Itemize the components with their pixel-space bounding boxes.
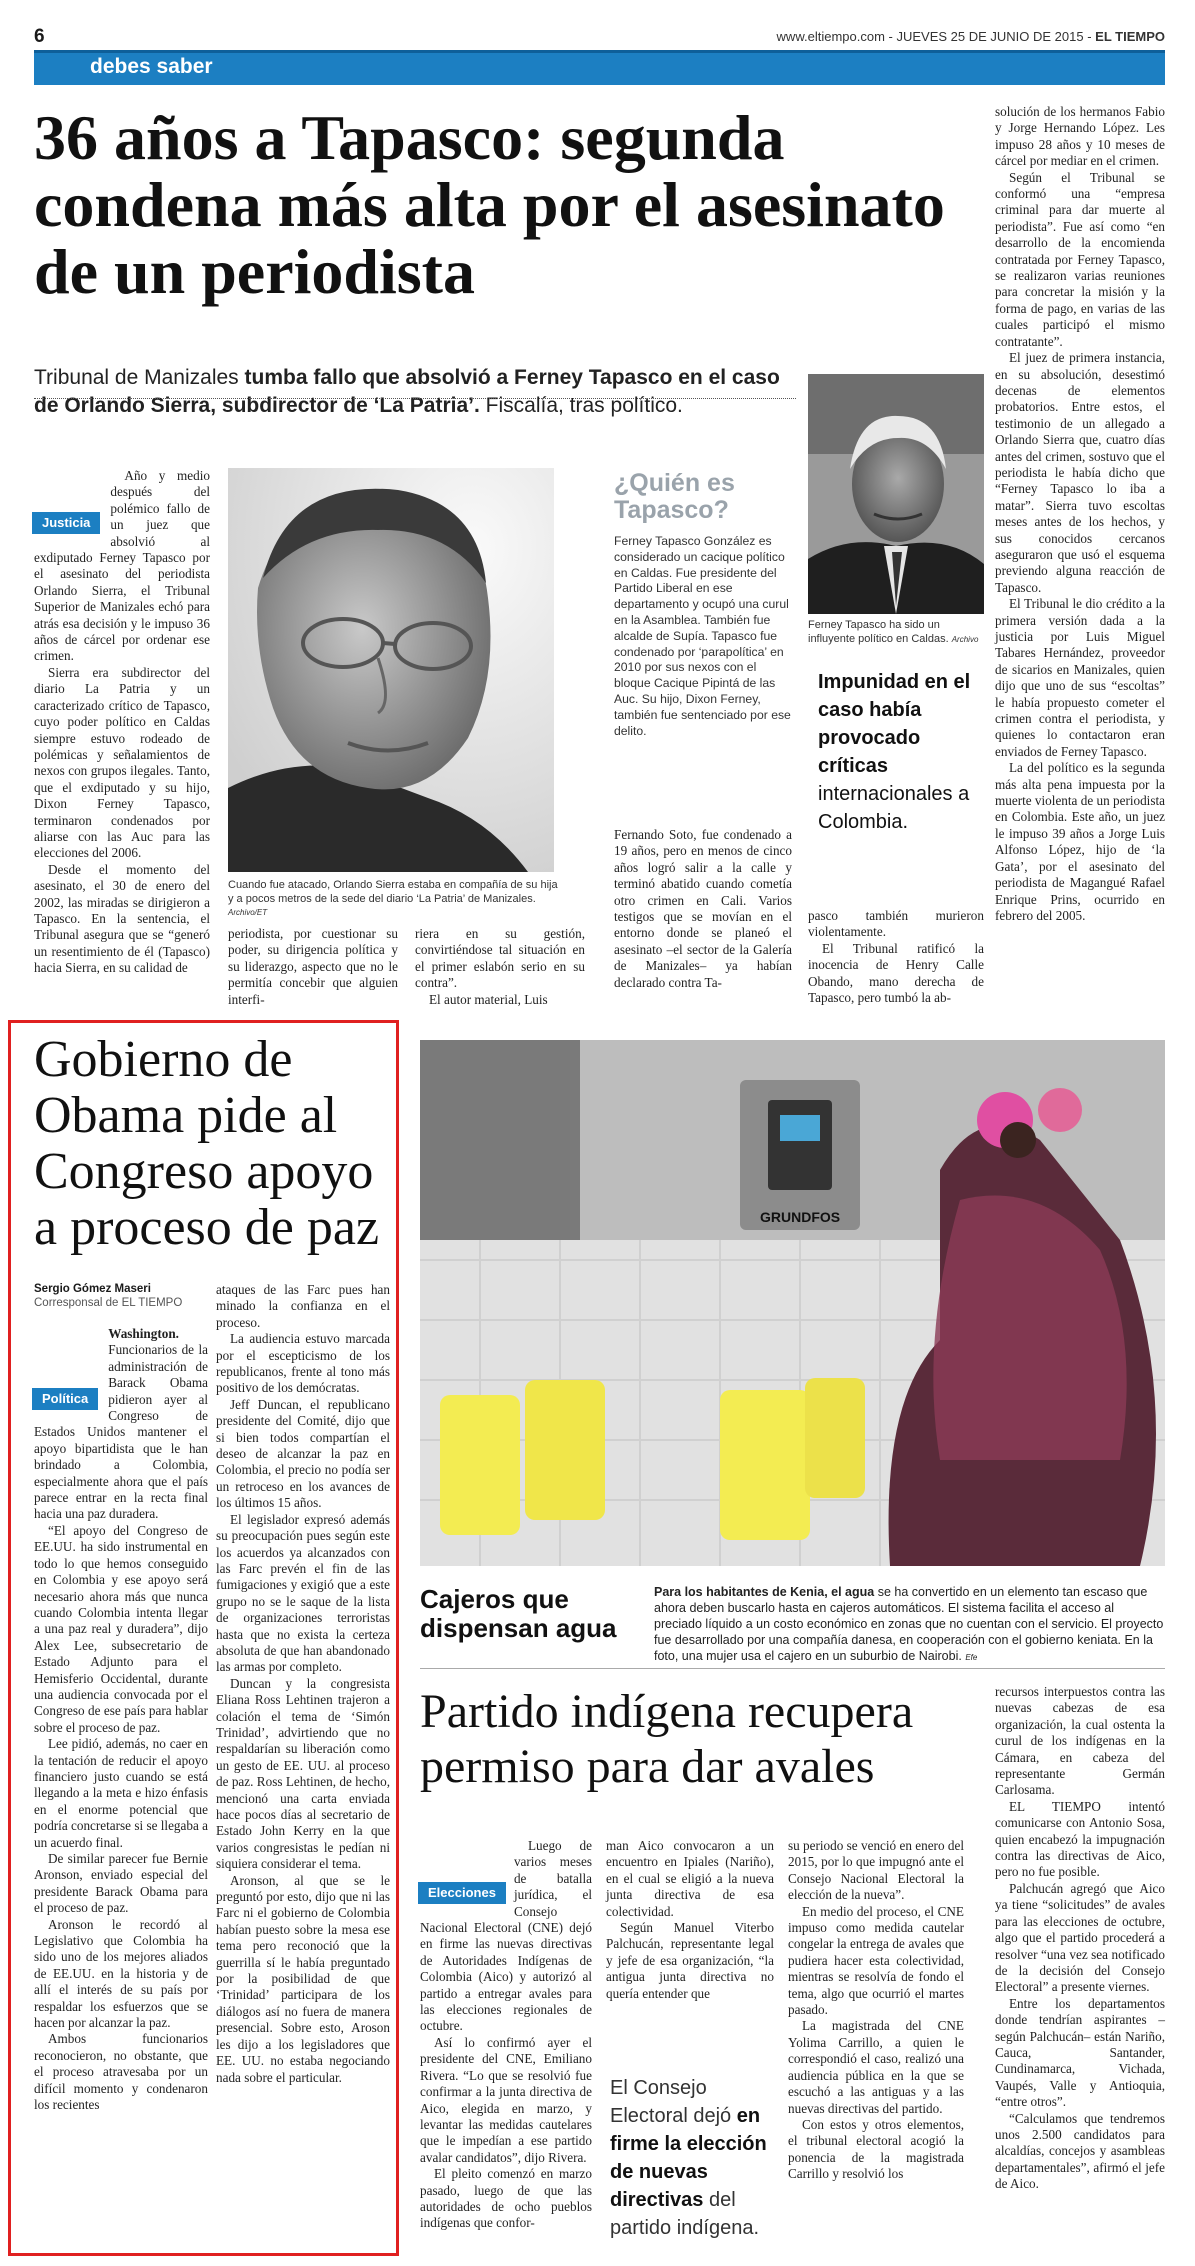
story1-paragraph: La del político es la segunda más alta pena impuesta por la muerte violenta de un periodista en Colombia. Este año, un juez le impuso 39 años a Jorge Luis Alfonso López, hijo de ‘la Gata’, por el asesinato del periodista de Magangué Rafael Enrique Prins, ocurrido en febrero del 2005. [995, 760, 1165, 923]
story1-paragraph: periodista, por cuestionar su poder, su dirigencia política y su liderazgo, aspecto que no le permitía concebir que alguien interfi- [228, 926, 398, 1007]
story3-caption-bold: Para los habitantes de Kenia, el agua [654, 1585, 875, 1599]
photo2-caption-text: Ferney Tapasco ha sido un influyente político en Caldas. [808, 619, 949, 645]
story4-column-3 [788, 1838, 964, 2183]
story1-paragraph: Sierra era subdirector del diario La Patria y un caracterizado crítico de Tapasco, cuyo poder político en Caldas siempre estuvo rodeado de polémicas y señalamientos de nexos con grupos ilegales. Tanto, que el exdiputado y su hijo, Dixon Ferney Tapasco, terminaron condenados por aliarse con las Auc para las elecciones del 2006. [34, 664, 210, 861]
story1-paragraph: Desde el momento del asesinato, el 30 de enero del 2002, las miradas se dirigieron a Tapasco. En la sentencia, el Tribunal asegura que se “generó un resentimiento de él (Tapasco) hacia Sierra, en su calidad de [34, 861, 210, 976]
story1-paragraph: solución de los hermanos Fabio y Jorge Hernando López. Les impuso 28 años y 10 meses de cárcel por mediar en el crimen. [995, 104, 1165, 169]
story3-caption-text: se ha convertido en un elemento tan escaso que ahora deben buscarlo hasta en cajeros automáticos. El sistema facilita el acceso al preciado líquido a un costo económico en zonas que no cuentan con el servicio. El proyecto fue desarrollado por una compañía danesa, en cooperación con el gobierno keniata. En la foto, una mujer usa el cajero en un suburbio de Nairobi. [654, 1585, 1164, 1663]
water-atm-illustration [420, 1040, 1165, 1566]
story1-paragraph: riera en su gestión, convirtiéndose tal situación en el primer eslabón serio en su contra”. [415, 926, 585, 991]
story3-credit: Efe [965, 1653, 978, 1662]
section-bar [34, 50, 1165, 85]
story1-paragraph: Según el Tribunal se conformó una “empresa criminal para dar muerte al periodista”. Fue así como “en desarrollo de la encomienda contratada por Ferney Tapasco, se realizaron varias reuniones para concretar la misión y la forma de pago, en varias de las cuales participó el mismo contratante”. [995, 169, 1165, 349]
pull-quote-light: internacionales a Colombia. [818, 783, 970, 833]
story4-paragraph: Así lo confirmó ayer el presidente del CNE, Emiliano Rivera. “Lo que se resolvió fue confirmar a la junta directiva de Aico, elegida en marzo, y levantar las medidas cautelares que le impedían a ese partido avalar candidatos”, dijo Rivera. [420, 2034, 592, 2165]
section-tag-politica: Política [32, 1388, 98, 1410]
story2-intro-text: Funcionarios de la administración de Barack Obama pidieron ayer al Congreso de Estados Unidos mantener el apoyo bipartidista que le han brindado a Colombia, especialmente ahora que el país parece entrar en la recta final hacia una paz duradera. [34, 1342, 208, 1522]
story2-paragraph: Ambos funcionarios reconocieron, no obstante, que el proceso atravesaba por un difícil momento y condenaron los recientes [34, 2031, 208, 2113]
byline [34, 1282, 214, 1310]
story2-paragraph: “El apoyo del Congreso de EE.UU. ha sido instrumental en todo lo que hemos conseguido en Colombia y ese apoyo será necesario ahora más que nunca cuando Colombia intenta llegar a una paz real y duradera”, dijo Alex Lee, subsecretario de Estado Adjunto para el Hemisferio Occidental, durante una audiencia convocada por el Congreso de ese país para hablar sobre el proceso de paz. [34, 1522, 208, 1735]
page-number: 6 [34, 26, 45, 47]
story1-column-2 [228, 926, 398, 1008]
story4-paragraph: man Aico convocaron a un encuentro en Ipiales (Nariño), en el cual se eligió a la nueva junta directiva de esa colectividad. [606, 1838, 774, 1919]
story1-headline: 36 años a Tapasco: segunda condena más alta por el asesinato de un periodista [34, 102, 945, 307]
photo-water-atm [420, 1040, 1165, 1566]
story2-column-1 [34, 1326, 208, 2114]
story4-column-1 [420, 1838, 592, 2232]
story2-paragraph: El legislador expresó además su preocupación pues según este los acuerdos ya alcanzados con las Farc prevén el fin de las fumigaciones y exigió que a este grupo no se le saque de la lista de organizaciones terroristas hasta que no exista la certeza absoluta de que han abandonado las armas por completo. [216, 1511, 390, 1675]
subhead-divider [34, 398, 796, 399]
story1-paragraph: El Tribunal le dio crédito a la primera versión dada a la justicia por Luis Miguel Tabares Hernández, proveedor de sicarios en Manizales, quien dijo que uno de sus “escoltas” le había propuesto cometer el crimen contra el periodista, y quienes lo contactaron eran enviados de Ferney Tapasco. [995, 596, 1165, 759]
pull-quote-light: El Consejo Electoral dejó [610, 2077, 732, 2127]
portrait-illustration [808, 374, 984, 614]
story4-paragraph: Entre los departamentos donde tendrían aspirantes –según Palchucán– están Nariño, Cauca, Santander, Cundinamarca, Vichada, Vaupés, Valle y Antioquia, “entre otros”. [995, 1995, 1165, 2110]
photo1-caption [228, 879, 558, 920]
brand-name: EL TIEMPO [1095, 29, 1165, 44]
story1-paragraph: El juez de primera instancia, en su absolución, desestimó decenas de elementos probatorios. Entre estos, el testimonio de un allegado a Orlando Sierra que, cuatro días antes del crimen, sostuvo que el periodista le había dicho que “Ferney Tapasco lo iba a matar”. Sierra tuvo escoltas meses antes de los hechos, y sus conocidos cercanos aseguraron que usó el esquema previendo alguna reacción de Tapasco. [995, 350, 1165, 595]
story4-paragraph: La magistrada del CNE Yolima Carrillo, a quien le correspondió el caso, realizó una audiencia pública en la que se escuchó a las antiguas y a las nuevas directivas del partido. [788, 2018, 964, 2116]
author-role: Corresponsal de EL TIEMPO [34, 1297, 183, 1309]
story1-column-6 [995, 104, 1165, 924]
story4-paragraph: “Calculamos que tendremos unos 2.500 candidatos para alcaldías, concejos y asambleas departamentales”, afirmó el jefe de Aico. [995, 2110, 1165, 2192]
story3-caption [654, 1584, 1164, 1666]
story1-paragraph: pasco también murieron violentamente. [808, 908, 984, 940]
story4-intro: Luego de varios meses de batalla jurídica, el Consejo Nacional Electoral (CNE) dejó en firme las nuevas directivas de Autoridades Indígenas de Colombia (Aico) y autorizó al partido a entregar avales para las elecciones regionales de octubre. [420, 1838, 592, 2034]
story4-column-2 [606, 1838, 774, 2002]
story1-paragraph: El Tribunal ratificó la inocencia de Henry Calle Obando, mano derecha de Tapasco, pero tumbó la ab- [808, 940, 984, 1006]
photo1-caption-text: Cuando fue atacado, Orlando Sierra estaba en compañía de su hija y a pocos metros de la sede del diario ‘La Patria’ de Manizales. [228, 879, 558, 905]
story2-paragraph: Lee pidió, además, no caer en la tentación de reducir el apoyo financiero justo cuando se está llegando a la meta e hizo énfasis en el enorme potencial que podría concretarse si se llegaba a un acuerdo final. [34, 1736, 208, 1850]
story4-headline: Partido indígena recupera permiso para dar avales [420, 1685, 914, 1793]
story2-column-2 [216, 1282, 390, 2086]
story4-paragraph: Según Manuel Viterbo Palchucán, representante legal y jefe de esa organización, “la antigua junta directiva no quería entender que [606, 1920, 774, 2001]
photo2-caption [808, 619, 986, 646]
photo-ferney-tapasco [808, 374, 984, 614]
story4-paragraph: Palchucán agregó que Aico ya tiene “solicitudes” de avales para las elecciones de octubre, algo que el partido procederá a resolver “una vez sea notificado de la decisión del Consejo Electoral” a presente viernes. [995, 1880, 1165, 1995]
author-name: Sergio Gómez Maseri [34, 1283, 151, 1295]
photo1-credit: Archivo/ET [228, 908, 268, 917]
story2-intro [34, 1326, 208, 1523]
story1-column-5 [808, 908, 984, 1006]
pull-quote [818, 668, 978, 836]
story2-paragraph: Aronson le recordó al Legislativo que Colombia ha sido uno de los mejores aliados de EE.UU. en la historia y de allí el interés de su país por respaldar los esfuerzos que se hacen por alcanzar la paz. [34, 1916, 208, 2031]
story4-pull-quote [610, 2074, 780, 2242]
story4-paragraph: recursos interpuestos contra las nuevas cabezas de esa organización, la cual ostenta la curul de los indígenas en la Cámara, en cabeza del representante Germán Carlosama. [995, 1684, 1165, 1798]
story2-paragraph: La audiencia estuvo marcada por el escepticismo de los republicanos, frente al tono más positivo de los demócratas. [216, 1331, 390, 1396]
story1-paragraph: Fernando Soto, fue condenado a 19 años, pero en menos de cinco años logró salir a la calle y terminó abatido cuando cometía otro crimen en Cali. Varios testigos que se movían en el entorno donde se planeó el asesinato –el sector de la Galería de Manizales– ya habían declarado contra Ta- [614, 827, 792, 990]
story1-intro: Año y medio después del polémico fallo de un juez que absolvió al exdiputado Ferney Tapasco por el asesinato del periodista Orlando Sierra, el Tribunal Superior de Manizales echó para atrás esa decisión y le impuso 36 años de cárcel por ordenar ese crimen. [34, 468, 210, 664]
pull-quote-bold: Impunidad en el caso había provocado críticas [818, 671, 971, 777]
pull-quote-tail: del partido indígena. [610, 2189, 760, 2239]
subhead-bold: tumba fallo que absolvió a Ferney Tapasco en el caso de Orlando Sierra, subdirector de ‘La Patria’. [34, 366, 780, 417]
subhead-light: Tribunal de Manizales [34, 366, 239, 389]
story1-column-4 [614, 827, 792, 991]
story4-column-4 [995, 1684, 1165, 2193]
story4-paragraph: Con estos y otros elementos, el tribunal electoral acogió la ponencia de la magistrada Carrillo y resolvió los [788, 2116, 964, 2182]
story4-paragraph: EL TIEMPO intentó comunicarse con Antonio Sosa, quien encabezó la impugnación contra las directivas de Aico, pero no fue posible. [995, 1798, 1165, 1880]
photo-orlando-sierra [228, 468, 554, 872]
story3-title: Cajeros que dispensan agua [420, 1584, 617, 1643]
section-tag-justicia: Justicia [32, 512, 100, 534]
section-label: debes saber [90, 55, 213, 78]
story3-divider [420, 1668, 1165, 1669]
portrait-illustration [228, 468, 554, 872]
photo2-credit: Archivo [951, 634, 979, 644]
story2-headline: Gobierno de Obama pide al Congreso apoyo a proceso de paz [34, 1031, 380, 1256]
sidebar-body: Ferney Tapasco González es considerado un cacique político en Caldas. Fue presidente del Partido Liberal en ese departamento y ocupó una curul en la Asamblea. También fue alcalde de Supía. Tapasco fue condenado por ‘parapolítica’ en 2010 por sus nexos con el bloque Cacique Pipintá de las Auc. Su hijo, Dixon Ferney, también fue sentenciado por ese delito. [614, 534, 791, 738]
dateline: Washington. [108, 1326, 179, 1341]
sidebar-title: ¿Quién es Tapasco? [614, 469, 735, 524]
story1-column-1 [34, 468, 210, 977]
story1-subhead [34, 364, 794, 420]
story2-paragraph: Jeff Duncan, el republicano presidente del Comité, dijo que si bien todos compartían el deseo de alcanzar la paz en Colombia, el precio no podía ser un retroceso en los avances de los últimos 15 años. [216, 1396, 390, 1511]
section-tag-elecciones: Elecciones [418, 1882, 506, 1904]
story2-paragraph: De similar parecer fue Bernie Aronson, enviado especial del presidente Barack Obama para el proceso de paz. [34, 1851, 208, 1916]
site-date-text: www.eltiempo.com - JUEVES 25 DE JUNIO DE 2015 - [776, 29, 1092, 44]
story2-paragraph: ataques de las Farc pues han minado la confianza en el proceso. [216, 1282, 390, 1330]
site-date [777, 29, 1165, 44]
story4-paragraph: su periodo se venció en enero del 2015, por lo que impugnó ante el Consejo Nacional Electoral la elección de la nueva”. [788, 1838, 964, 1903]
story4-paragraph: El pleito comenzó en marzo pasado, luego de que las autoridades de ocho pueblos indígenas que confor- [420, 2166, 592, 2231]
machine-brand: GRUNDFOS [760, 1209, 841, 1225]
story1-paragraph: El autor material, Luis [429, 991, 548, 1007]
story2-paragraph: Aronson, al que se le preguntó por esto, dijo que ni las Farc ni el gobierno de Colombia habían puesto sobre la mesa ese tema pero reconoció que la guerrilla sí le había preguntado por la posibilidad de que ‘Trinidad’ participara de los diálogos así no fuera de manera presencial. Sobre esto, Aroson les dijo a los legisladores que EE. UU. no estaba negociando nada sobre el particular. [216, 1872, 390, 2085]
story4-paragraph: En medio del proceso, el CNE impuso como medida cautelar congelar la entrega de avales que pudiera hacer esta colectividad, mientras se resolvía de fondo el tema, algo que ocurrió el martes pasado. [788, 1903, 964, 2018]
story1-column-3 [415, 926, 585, 1008]
pull-quote-bold: en firme la elección de nuevas directivas [610, 2105, 767, 2211]
story2-paragraph: Duncan y la congresista Eliana Ross Lehtinen trajeron a colación el tema de ‘Simón Trinidad’, advirtiendo que no respaldarían su liberación como un gesto de EE. UU. al proceso de paz. Ross Lehtinen, de hecho, mencionó una carta enviada hace pocos días al secretario de Estado John Kerry en la que varios congresistas le pedían ni siquiera considerar el tema. [216, 1675, 390, 1872]
subhead-tail: Fiscalía, tras político. [485, 394, 683, 417]
